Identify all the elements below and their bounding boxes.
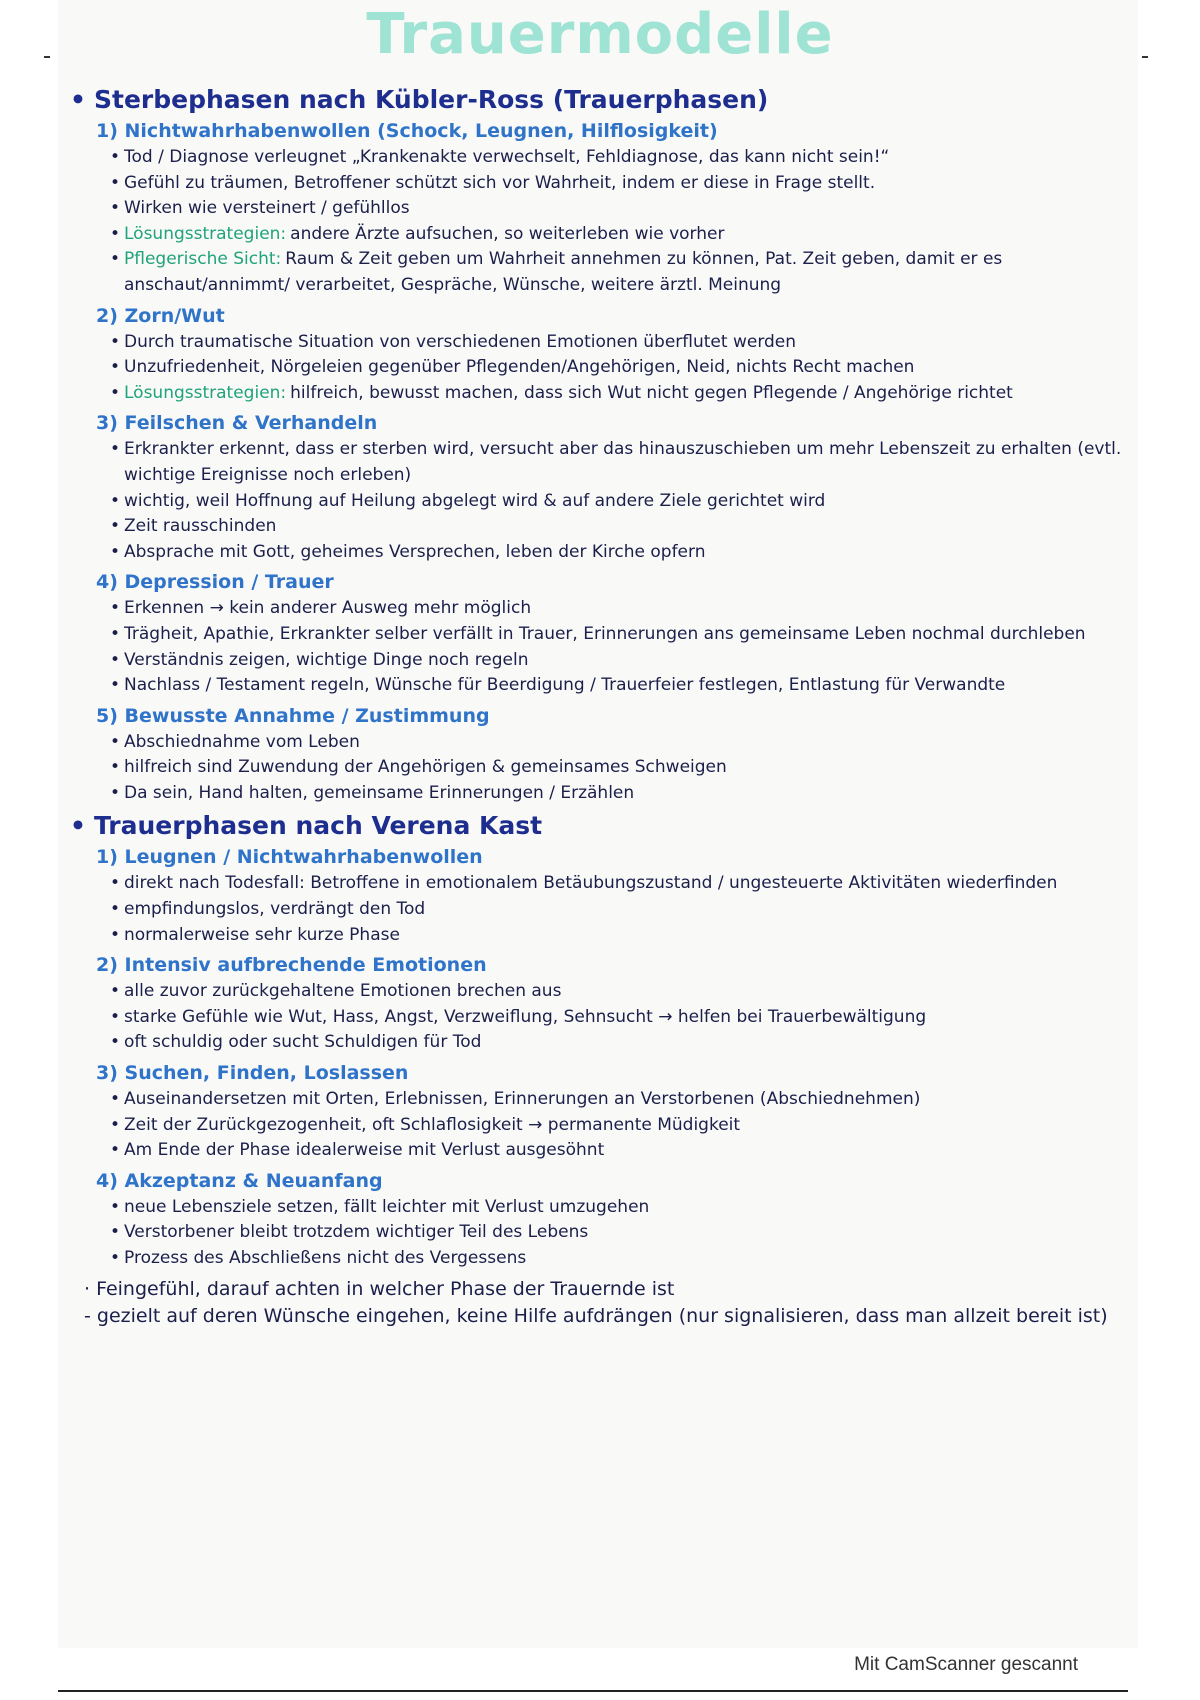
item-text: alle zuvor zurückgehaltene Emotionen brechen aus <box>124 981 562 1002</box>
item-text: Auseinandersetzen mit Orten, Erlebnissen, Erinnerungen an Verstorbenen (Abschiednehmen) <box>124 1089 921 1110</box>
bullet-icon: • <box>70 85 86 114</box>
item-text: Erkrankter erkennt, dass er sterben wird, versucht aber das hinauszuschieben um mehr Lebenszeit zu erhalten (evtl. wichtige Ereignisse noch erleben) <box>124 439 1122 485</box>
item-text: Raum & Zeit geben um Wahrheit annehmen zu können, Pat. Zeit geben, damit er es anschaut/annimmt/ verarbeitet, Gespräche, Wünsche, weitere ärztl. Meinung <box>124 249 1003 295</box>
item-text: Abschiednahme vom Leben <box>124 731 360 752</box>
item-text: Erkennen → kein anderer Ausweg mehr möglich <box>124 598 532 619</box>
item-text: Durch traumatische Situation von verschiedenen Emotionen überflutet werden <box>124 331 797 352</box>
item-text: starke Gefühle wie Wut, Hass, Angst, Verzweiflung, Sehnsucht → helfen bei Trauerbewältigung <box>124 1006 927 1027</box>
list-item <box>124 596 1130 622</box>
section <box>70 810 1130 1271</box>
item-text: empfindungslos, verdrängt den Tod <box>124 899 426 920</box>
list-item <box>124 330 1130 356</box>
item-text: Absprache mit Gott, geheimes Versprechen, leben der Kirche opfern <box>124 541 706 562</box>
list-item <box>124 923 1130 949</box>
list-item <box>124 673 1130 699</box>
list-item <box>124 514 1130 540</box>
bullet-icon: • <box>70 811 86 841</box>
page-title: Trauermodelle <box>366 2 834 67</box>
closing-notes <box>70 1276 1130 1330</box>
item-text: Nachlass / Testament regeln, Wünsche für Beerdigung / Trauerfeier festlegen, Entlastung für Verwandte <box>124 675 1006 696</box>
list-item <box>124 871 1130 897</box>
phase-item-list <box>96 730 1130 807</box>
list-item <box>124 1195 1130 1221</box>
item-text: hilfreich, bewusst machen, dass sich Wut nicht gegen Pflegende / Angehörige richtet <box>290 382 1013 403</box>
section-heading <box>70 84 1130 116</box>
item-text: Zeit rausschinden <box>124 516 277 537</box>
phase-heading: 5) Bewusste Annahme / Zustimmung <box>96 704 490 727</box>
list-item <box>124 730 1130 756</box>
phase-block <box>96 844 1130 948</box>
list-item <box>124 381 1130 407</box>
list-item <box>124 1113 1130 1139</box>
item-text: Tod / Diagnose verleugnet „Krankenakte verwechselt, Fehldiagnose, das kann nicht sein!“ <box>124 147 890 167</box>
list-item <box>124 1220 1130 1246</box>
bottom-divider <box>58 1690 1128 1692</box>
list-item <box>124 781 1130 807</box>
phase-item-list <box>96 871 1130 948</box>
phase-block <box>96 303 1130 407</box>
item-text: hilfreich sind Zuwendung der Angehörigen & gemeinsames Schweigen <box>124 757 727 778</box>
list-item <box>124 171 1130 197</box>
phase-heading: 3) Suchen, Finden, Loslassen <box>96 1062 409 1085</box>
list-item <box>124 247 1130 298</box>
phase-item-list <box>96 330 1130 407</box>
phase-heading: 4) Depression / Trauer <box>96 571 334 594</box>
note-line: - gezielt auf deren Wünsche eingehen, keine Hilfe aufdrängen (nur signalisieren, dass man allzeit bereit ist) <box>84 1304 1108 1327</box>
list-item <box>124 1138 1130 1164</box>
phase-heading: 1) Nichtwahrhabenwollen (Schock, Leugnen, Hilflosigkeit) <box>96 120 718 142</box>
item-text: oft schuldig oder sucht Schuldigen für Tod <box>124 1032 482 1053</box>
phase-block <box>96 1168 1130 1272</box>
item-text: Trägheit, Apathie, Erkrankter selber verfällt in Trauer, Erinnerungen ans gemeinsame Leben nochmal durchleben <box>124 623 1086 644</box>
phase-heading: 3) Feilschen & Verhandeln <box>96 412 378 435</box>
item-text: andere Ärzte aufsuchen, so weiterleben wie vorher <box>290 223 725 244</box>
list-item <box>124 145 1130 171</box>
list-item <box>124 1246 1130 1272</box>
phase-block <box>96 118 1130 299</box>
phase-item-list <box>96 596 1130 698</box>
notes-body <box>70 84 1130 1334</box>
phase-heading: 1) Leugnen / Nichtwahrhabenwollen <box>96 846 483 869</box>
item-label: Lösungsstrategien: <box>124 223 287 244</box>
list-item <box>124 648 1130 674</box>
note-line: · Feingefühl, darauf achten in welcher Phase der Trauernde ist <box>84 1277 675 1300</box>
item-text: Am Ende der Phase idealerweise mit Verlust ausgesöhnt <box>124 1140 605 1161</box>
phase-heading: 2) Zorn/Wut <box>96 304 225 327</box>
phase-block <box>96 1060 1130 1164</box>
list-item <box>124 196 1130 222</box>
list-item <box>124 897 1130 923</box>
item-text: Prozess des Abschließens nicht des Vergessens <box>124 1248 527 1268</box>
phase-heading: 4) Akzeptanz & Neuanfang <box>96 1169 383 1192</box>
section-heading <box>70 810 1130 842</box>
list-item <box>124 355 1130 381</box>
closing-notes-list <box>70 1276 1130 1330</box>
list-item <box>124 1030 1130 1056</box>
section-heading-text: Trauerphasen nach Verena Kast <box>93 811 543 841</box>
phase-item-list <box>96 1195 1130 1272</box>
item-text: direkt nach Todesfall: Betroffene in emotionalem Betäubungszustand / ungesteuerte Aktivitäten wiederfinden <box>124 873 1058 894</box>
phase-item-list <box>96 145 1130 299</box>
item-text: Verstorbener bleibt trotzdem wichtiger Teil des Lebens <box>124 1222 589 1243</box>
item-text: Verständnis zeigen, wichtige Dinge noch regeln <box>124 649 529 670</box>
phase-heading: 2) Intensiv aufbrechende Emotionen <box>96 954 487 977</box>
phase-block <box>96 952 1130 1056</box>
section <box>70 84 1130 806</box>
item-text: wichtig, weil Hoffnung auf Heilung abgelegt wird & auf andere Ziele gerichtet wird <box>124 490 826 511</box>
phase-block <box>96 410 1130 565</box>
item-text: Zeit der Zurückgezogenheit, oft Schlaflosigkeit → permanente Müdigkeit <box>124 1114 741 1135</box>
phase-block <box>96 569 1130 698</box>
item-text: Unzufriedenheit, Nörgeleien gegenüber Pflegenden/Angehörigen, Neid, nichts Recht machen <box>124 357 915 378</box>
list-item <box>124 1005 1130 1031</box>
list-item <box>124 222 1130 248</box>
list-item <box>124 540 1130 566</box>
item-text: Da sein, Hand halten, gemeinsame Erinnerungen / Erzählen <box>124 782 635 803</box>
item-text: Wirken wie versteinert / gefühllos <box>124 198 410 219</box>
item-text: neue Lebensziele setzen, fällt leichter mit Verlust umzugehen <box>124 1196 650 1217</box>
list-item <box>124 437 1130 488</box>
item-text: Gefühl zu träumen, Betroffener schützt sich vor Wahrheit, indem er diese in Frage stellt. <box>124 172 876 193</box>
list-item <box>124 622 1130 648</box>
list-item <box>124 755 1130 781</box>
phase-item-list <box>96 437 1130 565</box>
list-item <box>124 1087 1130 1113</box>
phase-block <box>96 703 1130 807</box>
item-label: Lösungsstrategien: <box>124 382 287 403</box>
scanner-watermark: Mit CamScanner gescannt <box>854 1654 1078 1675</box>
list-item <box>124 979 1130 1005</box>
list-item <box>124 489 1130 515</box>
phase-item-list <box>96 1087 1130 1164</box>
item-text: normalerweise sehr kurze Phase <box>124 924 400 945</box>
item-label: Pflegerische Sicht: <box>124 249 282 270</box>
phase-item-list <box>96 979 1130 1056</box>
section-heading-text: Sterbephasen nach Kübler-Ross (Trauerphasen) <box>93 85 769 114</box>
